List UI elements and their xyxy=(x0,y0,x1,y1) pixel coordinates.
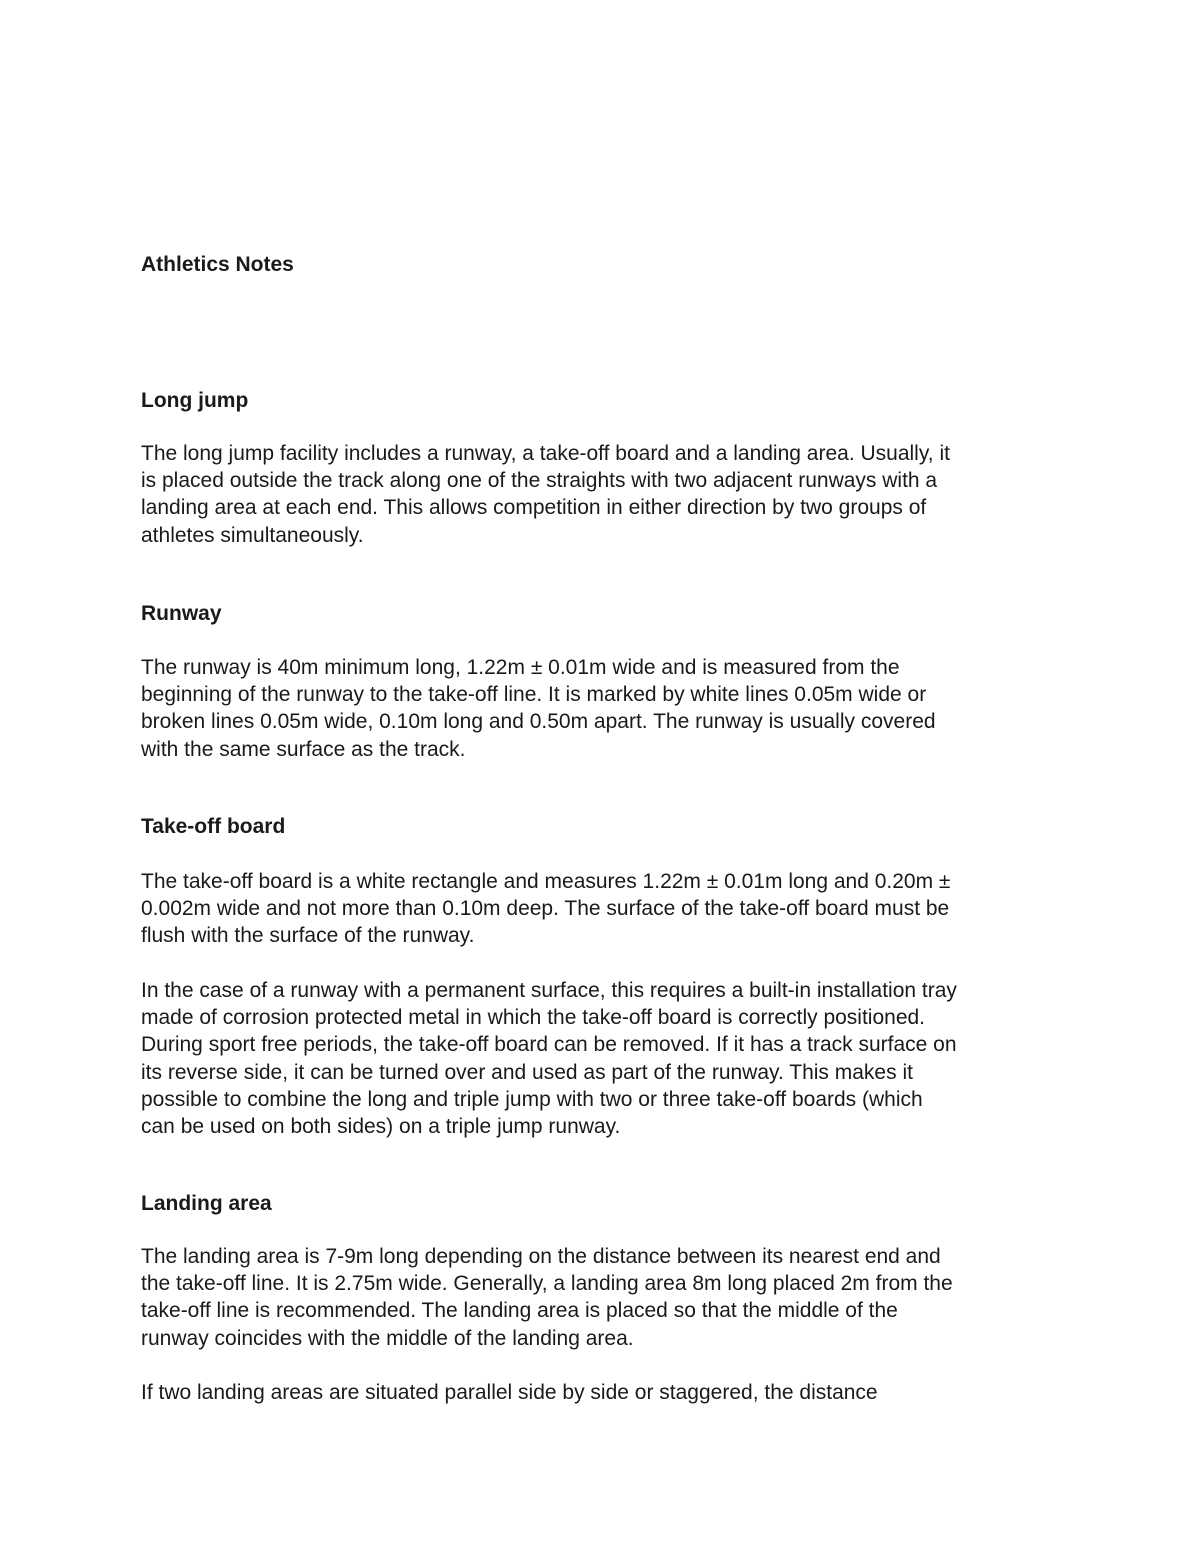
text-line: take-off line is recommended. The landing area is placed so that the middle of the xyxy=(141,1299,898,1323)
paragraph-landing-area-1 xyxy=(141,1243,1066,1352)
text-line: with the same surface as the track. xyxy=(141,737,466,761)
text-line: can be used on both sides) on a triple jump runway. xyxy=(141,1115,621,1139)
paragraph-take-off-board-1 xyxy=(141,868,1066,950)
text-line: The long jump facility includes a runway, a take-off board and a landing area. Usually, it xyxy=(141,442,950,465)
document-page xyxy=(141,0,1066,1553)
text-line: is placed outside the track along one of the straights with two adjacent runways with a xyxy=(141,469,938,493)
text-line: landing area at each end. This allows competition in either direction by two groups of xyxy=(141,496,927,520)
document-title: Athletics Notes xyxy=(141,253,294,276)
text-line: athletes simultaneously. xyxy=(141,523,364,547)
text-line: beginning of the runway to the take-off line. It is marked by white lines 0.05m wide or xyxy=(141,683,927,707)
text-line: During sport free periods, the take-off board can be removed. If it has a track surface on xyxy=(141,1033,957,1057)
text-line: flush with the surface of the runway. xyxy=(141,924,475,948)
text-line: runway coincides with the middle of the landing area. xyxy=(141,1326,634,1350)
text-line: its reverse side, it can be turned over and used as part of the runway. This makes it xyxy=(141,1060,913,1084)
text-line: The landing area is 7-9m long depending on the distance between its nearest end and xyxy=(141,1245,941,1268)
section-heading-take-off-board: Take-off board xyxy=(141,815,286,838)
paragraph-long-jump xyxy=(141,440,1066,549)
text-line: made of corrosion protected metal in which the take-off board is correctly positioned. xyxy=(141,1006,926,1030)
text-line: the take-off line. It is 2.75m wide. Generally, a landing area 8m long placed 2m from the xyxy=(141,1272,953,1296)
text-line: broken lines 0.05m wide, 0.10m long and 0.50m apart. The runway is usually covered xyxy=(141,710,936,734)
paragraph-runway xyxy=(141,654,1066,763)
text-line: In the case of a runway with a permanent surface, this requires a built-in installation tray xyxy=(141,979,957,1002)
paragraph-landing-area-2 xyxy=(141,1379,1066,1406)
section-heading-landing-area: Landing area xyxy=(141,1192,272,1215)
section-heading-runway: Runway xyxy=(141,602,222,625)
text-line: possible to combine the long and triple jump with two or three take-off boards (which xyxy=(141,1087,923,1111)
text-line: The runway is 40m minimum long, 1.22m ± 0.01m wide and is measured from the xyxy=(141,656,900,679)
text-line: 0.002m wide and not more than 0.10m deep. The surface of the take-off board must be xyxy=(141,897,950,921)
section-heading-long-jump: Long jump xyxy=(141,389,249,412)
text-line: If two landing areas are situated parallel side by side or staggered, the distance xyxy=(141,1381,878,1404)
paragraph-take-off-board-2 xyxy=(141,977,1066,1140)
text-line: The take-off board is a white rectangle and measures 1.22m ± 0.01m long and 0.20m ± xyxy=(141,870,951,893)
